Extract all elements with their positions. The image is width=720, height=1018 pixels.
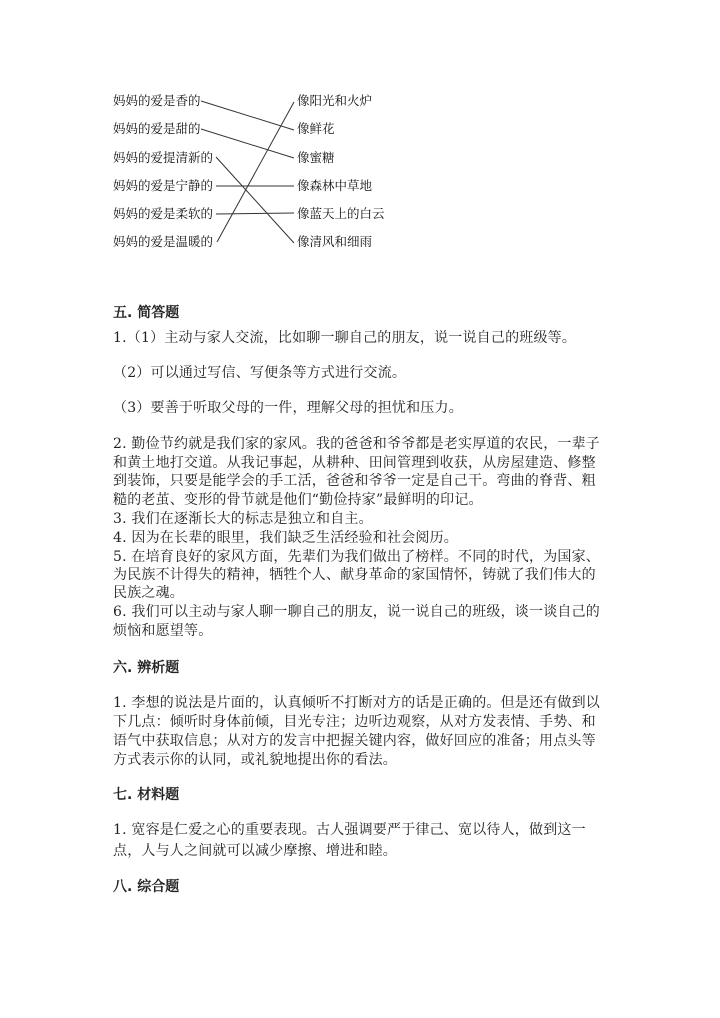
match-left-1: 妈妈的爱是甜的 [113, 121, 201, 136]
match-left-2: 妈妈的爱提清新的 [113, 150, 214, 165]
answer-line: 语气中获取信息；从对方的发言中把握关键内容，做好回应的准备；用点头等 [113, 733, 596, 749]
match-right-2: 像蜜糖 [297, 150, 335, 165]
answer-line: 和黄土地打交道。从我记事起，从耕种、田间管理到收获，从房屋建造、修整 [113, 455, 596, 471]
match-left-5: 妈妈的爱是温暖的 [113, 234, 214, 249]
answer-line: 5. 在培育良好的家风方面，先辈们为我们做出了榜样。不同的时代，为国家、 [113, 549, 601, 565]
answer-line: 民族之魂。 [113, 585, 184, 601]
answer-line: 方式表示你的认同，或礼貌地提出你的看法。 [113, 752, 397, 768]
section-title-material: 七. 材料题 [113, 787, 180, 803]
answer-line: 到装饰，只要是能学会的手工活，爸爸和爷爷一定是自己干。弯曲的脊背、粗 [113, 473, 596, 489]
answer-line: 1. 宽容是仁爱之心的重要表现。古人强调要严于律己、宽以待人，做到这一 [113, 822, 586, 838]
match-right-3: 像森林中草地 [297, 178, 373, 193]
answer-line: 糙的老茧、变形的骨节就是他们“勤俭持家”最鲜明的印记。 [113, 492, 483, 508]
answer-line: 下几点：倾听时身体前倾，目光专注；边听边观察，从对方发表情、手势、和 [113, 714, 596, 730]
answer-line: 1.（1）主动与家人交流，比如聊一聊自己的朋友，说一说自己的班级等。 [113, 330, 577, 346]
match-right-5: 像清风和细雨 [297, 234, 373, 249]
match-left-3: 妈妈的爱是宁静的 [113, 178, 214, 193]
match-right-0: 像阳光和火炉 [297, 93, 373, 108]
match-line-1 [201, 129, 294, 158]
answer-line: 2. 勤俭节约就是我们家的家风。我的爸爸和爷爷都是老实厚道的农民，一辈子 [113, 436, 601, 452]
match-line-0 [201, 101, 294, 130]
section-title-analysis: 六. 辨析题 [113, 660, 180, 676]
match-line-2 [216, 157, 294, 243]
match-left-4: 妈妈的爱是柔软的 [113, 206, 214, 221]
match-line-5 [217, 102, 294, 242]
answer-line: 烦恼和愿望等。 [113, 623, 213, 639]
answer-line: 点，人与人之间就可以减少摩擦、增进和睦。 [113, 843, 397, 859]
answer-line: 1. 李想的说法是片面的，认真倾听不打断对方的话是正确的。但是还有做到以 [113, 695, 601, 711]
match-right-1: 像鲜花 [297, 121, 335, 136]
answer-line: （2）可以通过写信、写便条等方式进行交流。 [113, 365, 407, 381]
match-line-4 [216, 213, 294, 214]
section-title-short-answer: 五. 简答题 [113, 305, 180, 321]
answer-line: 为民族不计得失的精神，牺牲个人、献身革命的家国情怀，铸就了我们伟大的 [113, 567, 596, 583]
match-right-4: 像蓝天上的白云 [297, 206, 385, 221]
answer-line: 6. 我们可以主动与家人聊一聊自己的朋友，说一说自己的班级，谈一谈自己的 [113, 604, 601, 620]
answer-line: 3. 我们在逐渐长大的标志是独立和自主。 [113, 511, 373, 527]
answer-line: 4. 因为在长辈的眼里，我们缺乏生活经验和社会阅历。 [113, 530, 459, 546]
section-title-comprehensive: 八. 综合题 [113, 879, 180, 895]
match-left-0: 妈妈的爱是香的 [113, 93, 201, 108]
answer-line: （3）要善于听取父母的一件，理解父母的担忧和压力。 [113, 400, 463, 416]
